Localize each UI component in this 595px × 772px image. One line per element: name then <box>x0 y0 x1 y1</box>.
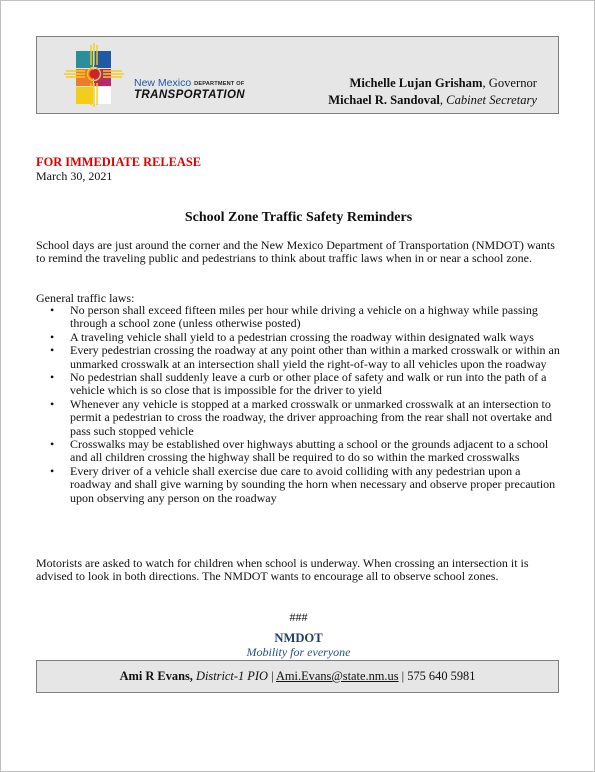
governor-line: Michelle Lujan Grisham, Governor <box>349 76 537 90</box>
law-item: • Every driver of a vehicle shall exercise due care to avoid colliding with any pedestrian upon a roadway and shall give warning by sounding the horn when necessary and observe proper precaution upon observing any person on the roadway <box>36 465 563 505</box>
logo-transportation: TRANSPORTATION <box>134 88 246 101</box>
end-mark: ### <box>289 610 308 624</box>
logo-state: New Mexico <box>134 77 192 89</box>
contact-email-link[interactable]: Ami.Evans@state.nm.us <box>275 669 399 683</box>
zia-center-dot <box>90 70 99 79</box>
release-date: March 30, 2021 <box>36 169 113 183</box>
law-item: • Crosswalks may be established over highways abutting a school or the grounds adjacent to a school and all children crossing the highway shall be required to do so within the marked crosswalks <box>36 438 563 465</box>
governor-title: Governor <box>488 76 537 90</box>
officials-block <box>328 75 537 109</box>
intro-paragraph: School days are just around the corner and the New Mexico Department of Transportation (NMDOT) wants to remind the traveling public and pedestrians to think about traffic laws when in or near a school zone. <box>36 238 555 266</box>
contact-phone: 575 640 5981 <box>407 669 476 683</box>
law-item: • No person shall exceed fifteen miles per hour while driving a vehicle on a highway while passing through a school zone (unless otherwise posted) <box>36 304 563 331</box>
letterhead <box>36 36 559 114</box>
nmdot-zia-logo-icon <box>63 43 125 109</box>
contact-role: District-1 PIO <box>196 669 268 683</box>
law-item: • Every pedestrian crossing the roadway at any point other than within a marked crosswalk or within an unmarked crosswalk at an intersection shall yield the right-of-way to all vehicles upon the roadway <box>36 344 563 371</box>
law-item: • Whenever any vehicle is stopped at a marked crosswalk or unmarked crosswalk at an intersection to permit a pedestrian to cross the roadway, the driver approaching from the rear shall not overtake and pass such stopped vehicle <box>36 398 563 438</box>
headline: School Zone Traffic Safety Reminders <box>184 210 413 225</box>
general-laws-label: General traffic laws: <box>36 291 135 305</box>
secretary-title: Cabinet Secretary <box>446 93 537 107</box>
contact-footer <box>36 660 559 693</box>
release-label: FOR IMMEDIATE RELEASE <box>36 155 201 169</box>
signoff-org: NMDOT <box>274 631 323 645</box>
logo-line1 <box>134 78 245 89</box>
logo-wordmark <box>134 78 245 101</box>
signoff-tagline: Mobility for everyone <box>246 645 351 659</box>
traffic-laws-list <box>36 304 563 505</box>
law-item: • No pedestrian shall suddenly leave a curb or other place of safety and walk or run into the path of a vehicle which is so close that is impossible for the driver to yield <box>36 371 563 398</box>
motorists-paragraph: Motorists are asked to watch for children when school is underway. When crossing an intersection it is advised to look in both directions. The NMDOT wants to encourage all to observe school zones. <box>36 556 529 584</box>
governor-name: Michelle Lujan Grisham <box>349 76 483 90</box>
law-item: • A traveling vehicle shall yield to a pedestrian crossing the roadway within designated walk ways <box>36 331 563 344</box>
contact-separator: | <box>401 669 405 683</box>
secretary-name: Michael R. Sandoval <box>328 93 440 107</box>
contact-separator: | <box>271 669 274 683</box>
contact-name: Ami R Evans, <box>119 669 193 683</box>
logo-dept: DEPARTMENT OF <box>194 81 245 87</box>
secretary-line: Michael R. Sandoval, Cabinet Secretary <box>328 93 537 107</box>
